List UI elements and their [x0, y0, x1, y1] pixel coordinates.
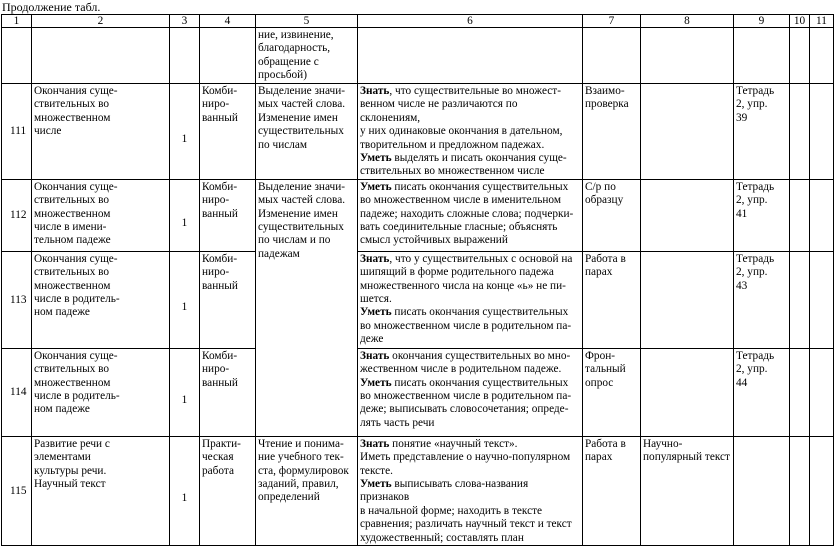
control-type: Взаимо- проверка	[583, 84, 641, 180]
col-header-8: 8	[641, 15, 734, 28]
requirements-cell: Знать понятие «научный текст». Иметь представление о научно-популярном тексте. Уметь выписывать слова-названия признаков в начальной форме; находить в тексте сравнения; различать научный текст и текст художественный; составлять план	[358, 436, 583, 545]
lesson-number: 115	[2, 436, 32, 545]
requirements-cell: Знать, что существительные во множест- венном числе не различаются по склонениям, у них одинаковые окончания в дательном, творительном и предложном падежах. Уметь выделять и писать окончания суще- ствительных во множественном числе	[358, 84, 583, 180]
homework: Тетрадь 2, упр. 44	[734, 348, 790, 436]
col-header-1: 1	[2, 15, 32, 28]
homework: Тетрадь 2, упр. 43	[734, 251, 790, 348]
lesson-topic: Развитие речи с элементами культуры речи. Научный текст	[32, 436, 170, 545]
lesson-plan-table	[1, 14, 834, 546]
homework: Тетрадь 2, упр. 41	[734, 179, 790, 251]
lesson-hours: 1	[170, 348, 200, 436]
lesson-number: 111	[2, 84, 32, 180]
lesson-number: 113	[2, 251, 32, 348]
requirements-cell: Знать окончания существительных во мно- жественном числе в родительном падеже. Уметь писать окончания существительных во множественном числе в родительном па- деже; выписывать словосочетания; опреде- лять часть речи	[358, 348, 583, 436]
requirements-cell: Уметь писать окончания существительных во множественном числе в именительном падеже; находить сложные слова; подчерки- вать соединительные гласные; объяснять смысл устойчивых выражений	[358, 179, 583, 251]
table-row	[2, 251, 834, 348]
control-type: Фрон- тальный опрос	[583, 348, 641, 436]
control-type: Работа в парах	[583, 251, 641, 348]
table-row	[2, 84, 834, 180]
lesson-number: 114	[2, 348, 32, 436]
homework: Тетрадь 2, упр. 39	[734, 84, 790, 180]
lesson-topic: Окончания суще- ствительных во множественном числе	[32, 84, 170, 180]
table-caption: Продолжение табл.	[2, 0, 101, 14]
skills-cell-merged: Выделение значи- мых частей слова. Изменение имен существительных по числам и по падежам	[256, 179, 358, 436]
col-header-11: 11	[810, 15, 834, 28]
lesson-type: Комби- ниро- ванный	[200, 251, 256, 348]
col-header-7: 7	[583, 15, 641, 28]
col-header-10: 10	[790, 15, 810, 28]
lesson-type: Практи- ческая работа	[200, 436, 256, 545]
lesson-hours: 1	[170, 179, 200, 251]
lesson-type: Комби- ниро- ванный	[200, 84, 256, 180]
lesson-type: Комби- ниро- ванный	[200, 179, 256, 251]
col-header-3: 3	[170, 15, 200, 28]
table-row	[2, 436, 834, 545]
control-type: С/р по образцу	[583, 179, 641, 251]
lesson-topic: Окончания суще- ствительных во множественном числе в имени- тельном падеже	[32, 179, 170, 251]
lesson-topic: Окончания суще- ствительных во множественном числе в родитель- ном падеже	[32, 251, 170, 348]
requirements-cell: Знать, что у существительных с основой на шипящий в форме родительного падежа множественного числа на конце «ь» не пи- шется. Уметь писать окончания существительных во множественном числе в родительном па- деже	[358, 251, 583, 348]
skills-cell: Выделение значи- мых частей слова. Изменение имен существительных по числам	[256, 84, 358, 180]
lesson-type: Комби- ниро- ванный	[200, 348, 256, 436]
lesson-hours: 1	[170, 251, 200, 348]
col-header-4: 4	[200, 15, 256, 28]
col-header-2: 2	[32, 15, 170, 28]
col-header-5: 5	[256, 15, 358, 28]
col-header-6: 6	[358, 15, 583, 28]
table-row	[2, 179, 834, 251]
control-type: Работа в парах	[583, 436, 641, 545]
table-row	[2, 28, 834, 84]
col-header-9: 9	[734, 15, 790, 28]
lesson-hours: 1	[170, 436, 200, 545]
lesson-number: 112	[2, 179, 32, 251]
vocabulary-cell: Научно- популярный текст	[641, 436, 734, 545]
lesson-hours: 1	[170, 84, 200, 180]
lesson-topic: Окончания суще- ствительных во множественном числе в родитель- ном падеже	[32, 348, 170, 436]
column-number-row	[2, 15, 834, 28]
table-row	[2, 348, 834, 436]
skills-cell: Чтение и понима- ние учебного тек- ста, формулировок заданий, правил, определений	[256, 436, 358, 545]
skills-cell: ние, извинение, благодарность, обращение с просьбой)	[256, 28, 358, 84]
